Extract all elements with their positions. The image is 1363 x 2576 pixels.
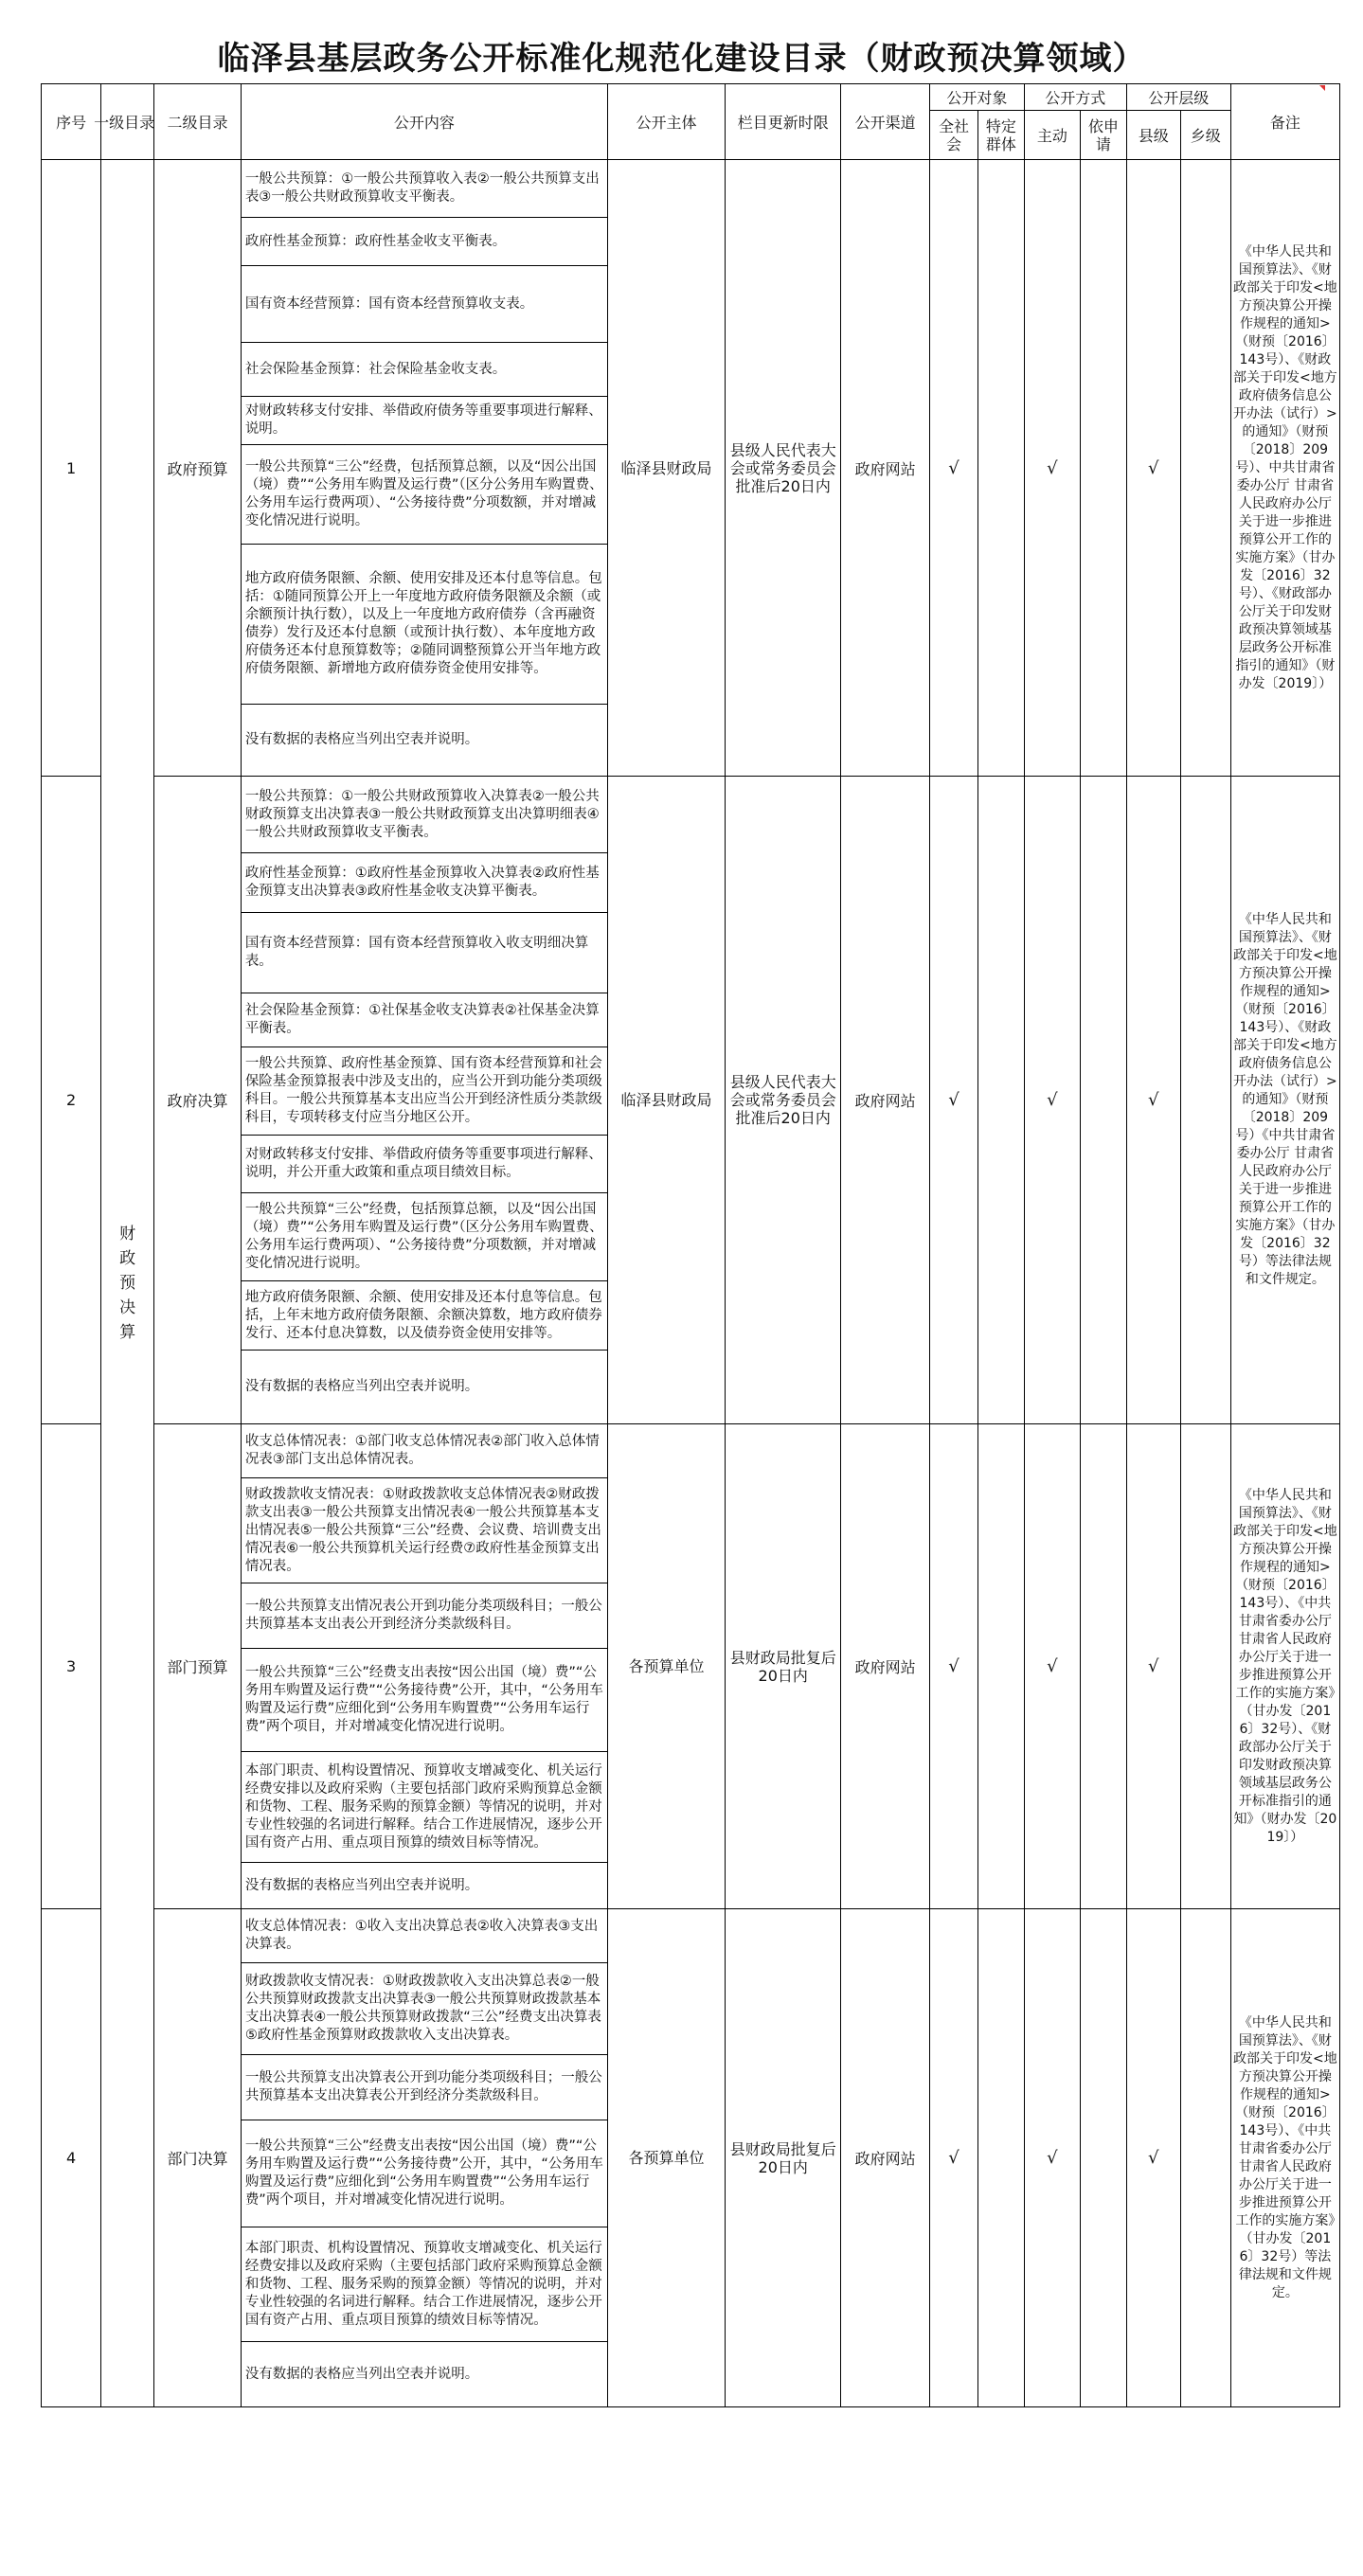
header-subject: 公开主体 (607, 84, 725, 160)
row-seq: 4 (42, 1909, 101, 2407)
check-mark: √ (1024, 1909, 1080, 2407)
row-level2: 政府决算 (154, 777, 242, 1424)
row-level2: 部门预算 (154, 1424, 242, 1909)
content-item: 一般公共预算“三公”经费支出表按“因公出国（境）费”“公务用车购置及运行费”“公务接待费”公开，其中，“公务用车购置及运行费”应细化到“公务用车购置费”“公务用车运行费”两个项目，并对增减变化情况进行说明。 (242, 1649, 607, 1752)
content-item: 地方政府债务限额、余额、使用安排及还本付息等信息。包括，上年末地方政府债务限额、余额决算数，地方政府债券发行、还本付息决算数，以及债券资金使用安排等。 (242, 1281, 607, 1351)
content-item: 对财政转移支付安排、举借政府债务等重要事项进行解释、说明，并公开重大政策和重点项目绩效目标。 (242, 1136, 607, 1193)
row-seq: 2 (42, 777, 101, 1424)
check-mark: √ (1126, 777, 1180, 1424)
check-mark: √ (1024, 1424, 1080, 1909)
header-level2: 二级目录 (154, 84, 242, 160)
row-channel: 政府网站 (841, 777, 930, 1424)
row-channel: 政府网站 (841, 1424, 930, 1909)
empty-cell (977, 1909, 1024, 2407)
content-item: 对财政转移支付安排、举借政府债务等重要事项进行解释、说明。 (242, 397, 607, 445)
table-row (42, 160, 1340, 777)
row-channel: 政府网站 (841, 1909, 930, 2407)
content-item: 一般公共预算“三公”经费支出表按“因公出国（境）费”“公务用车购置及运行费”“公务接待费”公开，其中，“公务用车购置及运行费”应细化到“公务用车购置费”“公务用车运行费”两个项目，并对增减变化情况进行说明。 (242, 2120, 607, 2227)
row-seq: 1 (42, 160, 101, 777)
content-item: 一般公共预算支出情况表公开到功能分类项级科目；一般公共预算基本支出表公开到经济分类款级科目。 (242, 1583, 607, 1649)
row-time: 县级人民代表大会或常务委员会批准后20日内 (726, 777, 841, 1424)
row-time: 县财政局批复后20日内 (726, 1909, 841, 2407)
content-cell (241, 1424, 607, 1909)
content-item: 本部门职责、机构设置情况、预算收支增减变化、机关运行经费安排以及政府采购（主要包括部门政府采购预算总金额和货物、工程、服务采购的预算金额）等情况的说明，并对专业性较强的名词进行解释。结合工作进展情况，逐步公开国有资产占用、重点项目预算的绩效目标等情况。 (242, 2227, 607, 2342)
empty-cell (977, 1424, 1024, 1909)
table-row (42, 1424, 1340, 1909)
header-time: 栏目更新时限 (726, 84, 841, 160)
page-title: 临泽县基层政务公开标准化规范化建设目录（财政预决算领域） (217, 40, 1146, 78)
content-item: 政府性基金预算：政府性基金收支平衡表。 (242, 218, 607, 266)
header-level-county: 县级 (1126, 111, 1180, 160)
content-item: 国有资本经营预算：国有资本经营预算收入收支明细决算表。 (242, 913, 607, 993)
check-mark: √ (930, 1424, 978, 1909)
check-mark: √ (930, 160, 978, 777)
row-channel: 政府网站 (841, 160, 930, 777)
row-time: 县财政局批复后20日内 (726, 1424, 841, 1909)
header-remark: 备注 (1230, 84, 1339, 160)
catalog-table (41, 83, 1340, 2407)
check-mark: √ (1126, 1909, 1180, 2407)
content-item: 没有数据的表格应当列出空表并说明。 (244, 2366, 479, 2382)
header-target: 公开对象 (930, 84, 1025, 111)
content-item: 一般公共预算“三公”经费，包括预算总额，以及“因公出国（境）费”“公务用车购置及运行费”（区分公务用车购置费、公务用车运行费两项）、“公务接待费”分项数额，并对增减变化情况进行说明。 (242, 445, 607, 545)
content-item: 没有数据的表格应当列出空表并说明。 (244, 732, 479, 747)
header-channel: 公开渠道 (841, 84, 930, 160)
content-item: 财政拨款收支情况表：①财政拨款收入支出决算总表②一般公共预算财政拨款支出决算表③一般公共预算财政拨款基本支出决算表④一般公共预算财政拨款“三公”经费支出决算表⑤政府性基金预算财政拨款收入支出决算表。 (242, 1963, 607, 2055)
empty-cell (977, 777, 1024, 1424)
content-item: 社会保险基金预算：①社保基金收支决算表②社保基金决算平衡表。 (242, 993, 607, 1047)
row-subject: 各预算单位 (607, 1909, 725, 2407)
empty-cell (1180, 1909, 1230, 2407)
header-level-town: 乡级 (1180, 111, 1230, 160)
empty-cell (1080, 1424, 1126, 1909)
row-level2: 部门决算 (154, 1909, 242, 2407)
check-mark: √ (1024, 160, 1080, 777)
check-mark: √ (930, 777, 978, 1424)
empty-cell (1180, 777, 1230, 1424)
content-cell (241, 160, 607, 777)
content-item: 一般公共预算、政府性基金预算、国有资本经营预算和社会保险基金预算报表中涉及支出的，应当公开到功能分类项级科目。一般公共预算基本支出应当公开到经济性质分类款级科目，专项转移支付应当分地区公开。 (242, 1047, 607, 1136)
row-seq: 3 (42, 1424, 101, 1909)
header-level1: 一级目录 (101, 84, 154, 160)
check-mark: √ (1024, 777, 1080, 1424)
row-remark: 《中华人民共和国预算法》、《财政部关于印发<地方预决算公开操作规程的通知>（财预〔2016〕143号）、《中共甘肃省委办公厅 甘肃省人民政府办公厅关于进一步推进预算公开工作的实施方案》（甘办发〔2016〕32号）、《财政部办公厅关于印发财政预决算领域基层政务公开标准指引的通知》（财办发〔2019〕） (1230, 1424, 1339, 1909)
empty-cell (1080, 777, 1126, 1424)
empty-cell (1180, 1424, 1230, 1909)
level1-cell: 财政预决算 (101, 160, 154, 2407)
table-row (42, 777, 1340, 1424)
content-item: 一般公共预算：①一般公共财政预算收入决算表②一般公共财政预算支出决算表③一般公共财政预算支出决算明细表④一般公共财政预算收支平衡表。 (242, 777, 607, 853)
empty-cell (977, 160, 1024, 777)
content-item: 国有资本经营预算：国有资本经营预算收支表。 (242, 266, 607, 343)
empty-cell (1080, 1909, 1126, 2407)
content-item: 一般公共预算支出决算表公开到功能分类项级科目；一般公共预算基本支出决算表公开到经济分类款级科目。 (242, 2055, 607, 2120)
content-item: 没有数据的表格应当列出空表并说明。 (244, 1877, 479, 1893)
content-item: 政府性基金预算：①政府性基金预算收入决算表②政府性基金预算支出决算表③政府性基金收支决算平衡表。 (242, 853, 607, 913)
header-target-specific: 特定群体 (977, 111, 1024, 160)
content-item: 地方政府债务限额、余额、使用安排及还本付息等信息。包括：①随同预算公开上一年度地方政府债务限额及余额（或余额预计执行数），以及上一年度地方政府债券（含再融资债券）发行及还本付息额（或预计执行数）、本年度地方政府债务还本付息预算数等；②随同调整预算公开当年地方政府债务限额、新增地方政府债券资金使用安排等。 (242, 545, 607, 705)
content-item: 收支总体情况表：①收入支出决算总表②收入决算表③支出决算表。 (242, 1909, 607, 1963)
header-target-all: 全社会 (930, 111, 978, 160)
content-item: 本部门职责、机构设置情况、预算收支增减变化、机关运行经费安排以及政府采购（主要包括部门政府采购预算总金额和货物、工程、服务采购的预算金额）等情况的说明，并对专业性较强的名词进行解释。结合工作进展情况，逐步公开国有资产占用、重点项目预算的绩效目标等情况。 (242, 1752, 607, 1863)
header-level: 公开层级 (1126, 84, 1230, 111)
row-subject: 临泽县财政局 (607, 160, 725, 777)
check-mark: √ (930, 1909, 978, 2407)
row-subject: 临泽县财政局 (607, 777, 725, 1424)
header-seq: 序号 (42, 84, 101, 160)
row-subject: 各预算单位 (607, 1424, 725, 1909)
content-item: 没有数据的表格应当列出空表并说明。 (244, 1379, 479, 1394)
empty-cell (1180, 160, 1230, 777)
empty-cell (1080, 160, 1126, 777)
row-time: 县级人民代表大会或常务委员会批准后20日内 (726, 160, 841, 777)
row-remark: 《中华人民共和国预算法》、《财政部关于印发<地方预决算公开操作规程的通知>（财预〔2016〕143号）、《财政部关于印发<地方政府债务信息公开办法（试行）>的通知》（财预〔2018〕209号）《中共甘肃省委办公厅 甘肃省人民政府办公厅关于进一步推进预算公开工作的实施方案》（甘办发〔2016〕32号）等法律法规和文件规定。 (1230, 777, 1339, 1424)
header-method-active: 主动 (1024, 111, 1080, 160)
header-method: 公开方式 (1024, 84, 1126, 111)
content-item: 收支总体情况表：①部门收支总体情况表②部门收入总体情况表③部门支出总体情况表。 (242, 1424, 607, 1478)
check-mark: √ (1126, 160, 1180, 777)
row-remark: 《中华人民共和国预算法》、《财政部关于印发<地方预决算公开操作规程的通知>（财预〔2016〕143号）、《财政部关于印发<地方政府债务信息公开办法（试行）>的通知》（财预〔2018〕209号）、中共甘肃省委办公厅 甘肃省人民政府办公厅关于进一步推进预算公开工作的实施方案》（甘办发〔2016〕32号）、《财政部办公厅关于印发财政预决算领域基层政务公开标准指引的通知》（财办发〔2019〕） (1230, 160, 1339, 777)
content-item: 一般公共预算：①一般公共预算收入表②一般公共预算支出表③一般公共财政预算收支平衡表。 (242, 160, 607, 218)
row-remark: 《中华人民共和国预算法》、《财政部关于印发<地方预决算公开操作规程的通知>（财预〔2016〕143号）、《中共甘肃省委办公厅 甘肃省人民政府办公厅关于进一步推进预算公开工作的实施方案》（甘办发〔2016〕32号）等法律法规和文件规定。 (1230, 1909, 1339, 2407)
content-item: 一般公共预算“三公”经费，包括预算总额，以及“因公出国（境）费”“公务用车购置及运行费”（区分公务用车购置费、公务用车运行费两项）、“公务接待费”分项数额，并对增减变化情况进行说明。 (242, 1193, 607, 1281)
content-cell (241, 1909, 607, 2407)
header-content: 公开内容 (241, 84, 607, 160)
content-item: 财政拨款收支情况表：①财政拨款收支总体情况表②财政拨款支出表③一般公共预算支出情况表④一般公共预算基本支出情况表⑤一般公共预算“三公”经费、会议费、培训费支出情况表⑥一般公共预算机关运行经费⑦政府性基金预算支出情况表。 (242, 1478, 607, 1583)
header-method-apply: 依申请 (1080, 111, 1126, 160)
row-level2: 政府预算 (154, 160, 242, 777)
table-row (42, 1909, 1340, 2407)
content-item: 社会保险基金预算：社会保险基金收支表。 (242, 343, 607, 397)
check-mark: √ (1126, 1424, 1180, 1909)
content-cell (241, 777, 607, 1424)
